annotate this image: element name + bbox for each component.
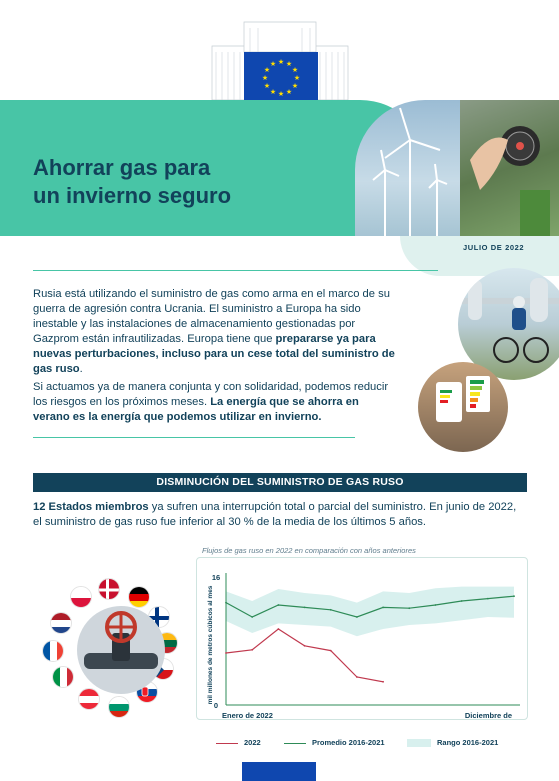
flag-netherlands-icon	[50, 612, 72, 634]
intro-bottom-rule	[33, 437, 355, 438]
series-1-point-5	[356, 616, 358, 618]
summary-emphasis: 12 Estados miembros	[33, 501, 149, 513]
intro-paragraph-1	[33, 287, 398, 377]
flag-france-icon	[42, 640, 64, 662]
series-1-point-10	[487, 598, 489, 600]
intro-p1-text: Rusia está utilizando el suministro de gas como arma en el marco de su guerra de agresión contra Ucrania. El suministro a Europa ha sido inestable y las instalaciones de almacenamiento gestionadas por Gazprom están infrautilizadas. Europa tiene que	[33, 288, 390, 345]
svg-text:★: ★	[285, 60, 293, 68]
intro-p2-text: Si actuamos ya de manera conjunta y con solidaridad, podemos reducir los riesgos en los próximos meses.	[33, 381, 389, 408]
series-0-point-2	[277, 628, 279, 630]
chart-y-axis-label: mil millones de metros cúbicos al mes	[207, 585, 214, 705]
series-1-point-0	[225, 602, 227, 604]
energy-label-icon	[418, 362, 508, 452]
hero-banner	[0, 100, 559, 236]
legend-2022-label: 2022	[244, 738, 261, 747]
legend-2022	[216, 738, 261, 747]
svg-text:★: ★	[291, 82, 299, 90]
flag-bulgaria-icon	[108, 696, 130, 718]
flag-denmark-icon	[98, 578, 120, 600]
legend-average-swatch	[284, 743, 306, 744]
svg-text:★: ★	[291, 66, 299, 74]
svg-text:★: ★	[269, 60, 277, 68]
legend-average	[284, 738, 385, 747]
series-1-point-1	[251, 616, 253, 618]
series-1-point-9	[461, 600, 463, 602]
series-0-point-1	[251, 649, 253, 651]
series-1-point-2	[277, 604, 279, 606]
series-0-point-3	[304, 645, 306, 647]
thermostat-icon	[460, 100, 559, 236]
legend-2022-swatch	[216, 743, 238, 744]
x-start-label: Enero de 2022	[222, 711, 273, 720]
series-0-point-4	[330, 650, 332, 652]
series-0-point-5	[356, 676, 358, 678]
series-1-point-4	[330, 609, 332, 611]
chart-title: Flujos de gas ruso en 2022 en comparación con años anteriores	[202, 546, 416, 555]
series-1-point-6	[382, 607, 384, 609]
svg-text:★: ★	[269, 88, 277, 96]
energy-label-tablet-photo	[418, 362, 508, 452]
legend-range	[407, 738, 498, 747]
x-end-label: Diciembre de	[464, 711, 512, 720]
series-line-0	[226, 629, 383, 682]
svg-text:★: ★	[277, 58, 285, 66]
series-0-point-0	[225, 652, 227, 654]
title-line-1: Ahorrar gas para	[33, 155, 211, 180]
footer-eu-flag-icon	[242, 762, 316, 781]
svg-text:★: ★	[263, 82, 271, 90]
eu-flag-icon	[244, 52, 318, 104]
series-1-point-7	[408, 607, 410, 609]
intro-paragraph-2	[33, 380, 398, 425]
series-0-point-6	[382, 681, 384, 683]
gas-valve-icon	[76, 605, 166, 695]
eu-stars	[244, 52, 318, 104]
section-banner: DISMINUCIÓN DEL SUMINISTRO DE GAS RUSO	[33, 473, 527, 492]
y-tick-label-0: 16	[211, 573, 221, 582]
title-line-2: un invierno seguro	[33, 183, 232, 208]
svg-text:★: ★	[277, 90, 285, 98]
series-1-point-3	[304, 607, 306, 609]
intro-top-rule	[33, 270, 438, 271]
legend-range-label: Rango 2016-2021	[437, 738, 499, 747]
section-summary	[33, 500, 527, 530]
y-tick-label-1: 0	[213, 701, 219, 710]
gas-flows-chart	[196, 557, 528, 720]
svg-text:★: ★	[263, 66, 271, 74]
legend-range-swatch	[407, 739, 431, 747]
publication-date: JULIO DE 2022	[463, 243, 525, 252]
intro-p1-end: .	[79, 363, 83, 375]
series-1-point-11	[513, 595, 515, 597]
legend-average-label: Promedio 2016-2021	[312, 738, 385, 747]
intro-p2-emphasis: La energía que se ahorra en verano es la energía que podemos utilizar en invierno.	[33, 396, 359, 423]
thermostat-photo	[460, 100, 559, 236]
range-band	[226, 587, 514, 637]
svg-text:★: ★	[293, 74, 301, 82]
intro-p1-emphasis: prepararse ya para nuevas perturbaciones, incluso para un cese total del suministro de gas ruso	[33, 333, 395, 375]
svg-text:★: ★	[285, 88, 293, 96]
svg-text:★: ★	[261, 74, 269, 82]
page-title	[33, 154, 231, 210]
summary-text: ya sufren una interrupción total o parcial del suministro. En junio de 2022, el suministro de gas ruso fue inferior al 30 % de la media de los últimos 5 años.	[33, 501, 517, 528]
flag-italy-icon	[52, 666, 74, 688]
series-1-point-8	[435, 604, 437, 606]
